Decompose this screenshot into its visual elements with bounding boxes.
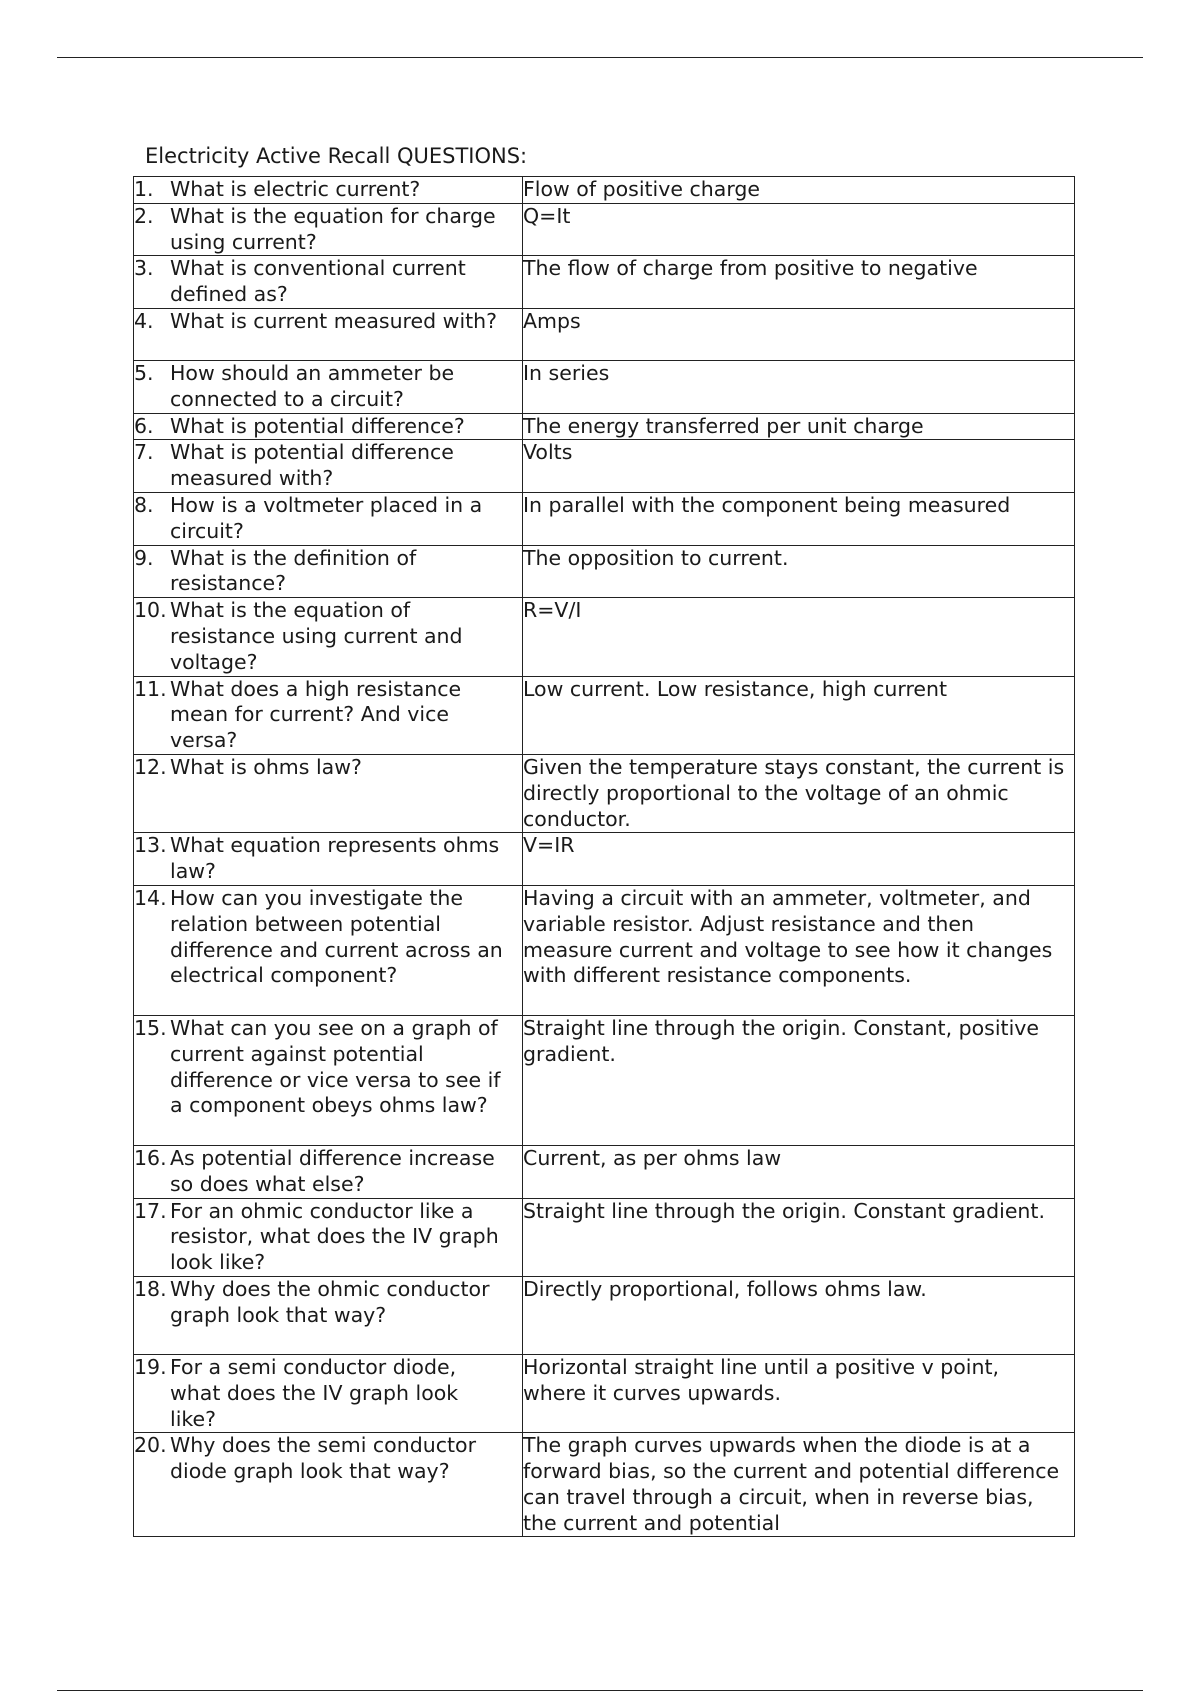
answer-cell: Flow of positive charge <box>523 177 1075 204</box>
table-row <box>134 1198 1075 1276</box>
question-text: Why does the semi conductor diode graph look that way? <box>170 1433 476 1484</box>
table-row <box>134 1145 1075 1198</box>
question-text: How should an ammeter be connected to a circuit? <box>170 360 455 411</box>
table-row <box>134 1015 1075 1145</box>
answer-cell: In series <box>523 360 1075 413</box>
qa-table <box>133 176 1075 1537</box>
table-row <box>134 1433 1075 1537</box>
question-cell <box>134 1354 523 1432</box>
question-text: How can you investigate the relation between potential difference and current across an electrical component? <box>170 885 503 988</box>
question-cell <box>134 1015 523 1145</box>
question-number: 9. <box>134 545 154 570</box>
question-number: 3. <box>134 256 154 281</box>
question-number: 15. <box>134 1015 167 1040</box>
question-cell <box>134 256 523 309</box>
question-number: 14. <box>134 885 167 910</box>
question-text: As potential difference increase so does what else? <box>170 1145 495 1196</box>
table-row <box>134 833 1075 886</box>
question-cell <box>134 833 523 886</box>
answer-cell: Given the temperature stays constant, the current is directly proportional to the voltage of an ohmic conductor. <box>523 754 1075 832</box>
answer-cell: Straight line through the origin. Constant, positive gradient. <box>523 1015 1075 1145</box>
table-row <box>134 885 1075 1015</box>
table-row <box>134 413 1075 440</box>
question-number: 17. <box>134 1198 167 1223</box>
question-cell <box>134 676 523 754</box>
question-text: What is the equation of resistance using current and voltage? <box>170 598 463 674</box>
answer-cell: Low current. Low resistance, high current <box>523 676 1075 754</box>
table-row <box>134 360 1075 413</box>
question-number: 4. <box>134 308 154 333</box>
question-cell <box>134 1433 523 1537</box>
answer-cell: Q=It <box>523 203 1075 256</box>
answer-cell: In parallel with the component being measured <box>523 492 1075 545</box>
table-row <box>134 492 1075 545</box>
question-number: 20. <box>134 1433 167 1458</box>
question-cell <box>134 1276 523 1354</box>
answer-cell: Straight line through the origin. Constant gradient. <box>523 1198 1075 1276</box>
table-row <box>134 754 1075 832</box>
question-text: What is conventional current defined as? <box>170 256 466 307</box>
answer-cell: Amps <box>523 308 1075 360</box>
answer-cell: The graph curves upwards when the diode is at a forward bias, so the current and potential difference can travel through a circuit, when in reverse bias, the current and potential <box>523 1433 1075 1537</box>
answer-cell: Horizontal straight line until a positive v point, where it curves upwards. <box>523 1354 1075 1432</box>
question-cell <box>134 308 523 360</box>
question-cell <box>134 492 523 545</box>
question-number: 7. <box>134 440 154 465</box>
table-row <box>134 177 1075 204</box>
question-number: 8. <box>134 492 154 517</box>
question-number: 13. <box>134 833 167 858</box>
question-number: 6. <box>134 413 154 438</box>
question-text: What is current measured with? <box>170 308 498 333</box>
question-text: What does a high resistance mean for current? And vice versa? <box>170 676 462 753</box>
question-number: 5. <box>134 360 154 385</box>
footer-rule <box>57 1690 1143 1691</box>
question-text: For an ohmic conductor like a resistor, what does the IV graph look like? <box>170 1198 499 1275</box>
question-text: How is a voltmeter placed in a circuit? <box>170 492 483 543</box>
table-row <box>134 676 1075 754</box>
table-row <box>134 308 1075 360</box>
question-cell <box>134 177 523 204</box>
question-text: What is the definition of resistance? <box>170 545 417 596</box>
question-cell <box>134 360 523 413</box>
answer-cell: The energy transferred per unit charge <box>523 413 1075 440</box>
question-number: 2. <box>134 203 154 228</box>
table-row <box>134 1276 1075 1354</box>
table-row <box>134 203 1075 256</box>
table-row <box>134 440 1075 493</box>
question-text: What is ohms law? <box>170 754 362 779</box>
table-row <box>134 545 1075 598</box>
question-text: What is electric current? <box>170 177 421 201</box>
table-row <box>134 256 1075 309</box>
answer-cell: Current, as per ohms law <box>523 1145 1075 1198</box>
question-text: What can you see on a graph of current against potential difference or vice versa to see if a component obeys ohms law? <box>170 1015 501 1118</box>
question-cell <box>134 1198 523 1276</box>
answer-cell: Directly proportional, follows ohms law. <box>523 1276 1075 1354</box>
table-row <box>134 1354 1075 1432</box>
answer-cell: The opposition to current. <box>523 545 1075 598</box>
answer-cell: Volts <box>523 440 1075 493</box>
question-text: What is potential difference measured with? <box>170 440 454 491</box>
question-text: For a semi conductor diode, what does the IV graph look like? <box>170 1354 459 1431</box>
answer-cell: The flow of charge from positive to negative <box>523 256 1075 309</box>
question-number: 1. <box>134 177 154 201</box>
question-cell <box>134 1145 523 1198</box>
document-title: Electricity Active Recall QUESTIONS: <box>145 144 528 168</box>
question-text: What is the equation for charge using current? <box>170 203 496 254</box>
question-number: 16. <box>134 1145 167 1170</box>
question-cell <box>134 545 523 598</box>
table-row <box>134 598 1075 676</box>
question-number: 12. <box>134 754 167 779</box>
question-cell <box>134 413 523 440</box>
question-text: Why does the ohmic conductor graph look that way? <box>170 1276 490 1327</box>
question-number: 19. <box>134 1354 167 1379</box>
question-text: What equation represents ohms law? <box>170 833 500 884</box>
question-number: 18. <box>134 1276 167 1301</box>
question-cell <box>134 440 523 493</box>
header-rule <box>57 57 1143 58</box>
question-number: 10. <box>134 598 167 623</box>
answer-cell: R=V/I <box>523 598 1075 676</box>
question-cell <box>134 203 523 256</box>
question-number: 11. <box>134 676 167 701</box>
question-cell <box>134 598 523 676</box>
question-cell <box>134 885 523 1015</box>
answer-cell: Having a circuit with an ammeter, voltmeter, and variable resistor. Adjust resistance and then measure current and voltage to see how it changes with different resistance components. <box>523 885 1075 1015</box>
question-cell <box>134 754 523 832</box>
qa-table-body <box>134 177 1075 1537</box>
question-text: What is potential difference? <box>170 413 465 438</box>
answer-cell: V=IR <box>523 833 1075 886</box>
